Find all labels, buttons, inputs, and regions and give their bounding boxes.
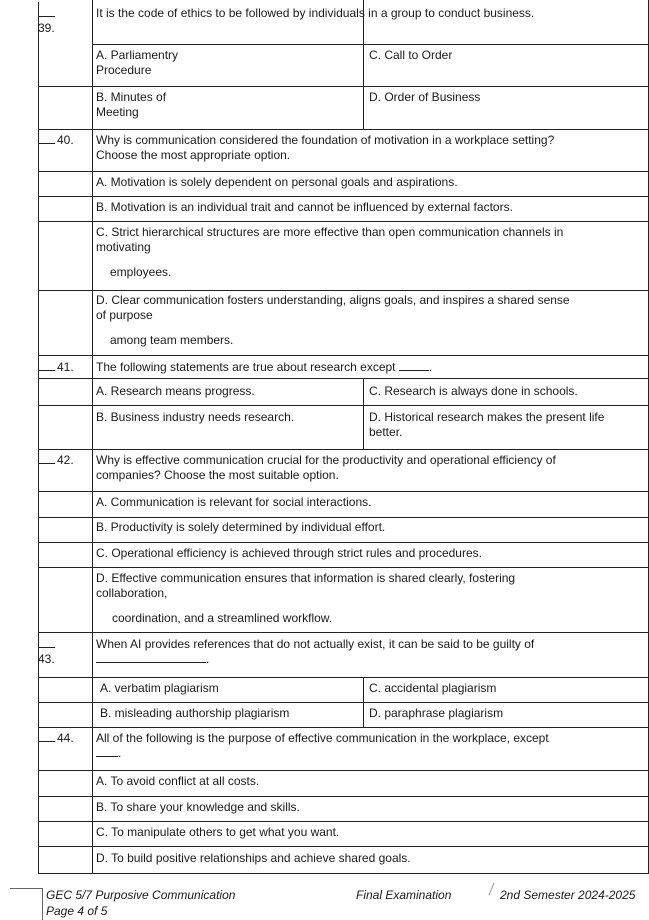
row-line (38, 846, 649, 847)
option-b[interactable]: B. To share your knowledge and skills. (96, 800, 300, 814)
row-line (38, 677, 649, 678)
option-a[interactable]: A. verbatim plagiarism (100, 681, 219, 695)
option-d[interactable]: D. Order of Business (369, 90, 481, 104)
row-line (38, 517, 649, 518)
footer-rule (42, 888, 43, 920)
option-b[interactable]: B. Minutes of Meeting (96, 90, 167, 119)
fill-blank[interactable] (96, 652, 206, 663)
option-c[interactable]: C. Call to Order (369, 48, 453, 62)
option-column-divider-q41 (363, 378, 364, 449)
option-d[interactable]: D. paraphrase plagiarism (369, 706, 504, 720)
row-line (38, 796, 649, 797)
question-number-43: 43. (38, 637, 92, 667)
row-line (38, 632, 649, 633)
option-c[interactable]: C. Operational efficiency is achieved through strict rules and procedures. (96, 546, 482, 560)
answer-blank[interactable] (38, 360, 55, 371)
question-number-42: 42. (38, 453, 92, 468)
question-number-40: 40. (38, 133, 92, 148)
row-line (38, 727, 649, 728)
option-c[interactable]: C. To manipulate others to get what you want. (96, 825, 340, 839)
page-number: Page 4 of 5 (46, 904, 108, 918)
option-c[interactable]: C. Research is always done in schools. (369, 384, 578, 398)
question-text: When AI provides references that do not actually exist, it can be said to be guilty of . (96, 637, 535, 666)
answer-blank[interactable] (38, 453, 55, 464)
answer-blank[interactable] (38, 133, 55, 144)
question-text: Why is communication considered the foundation of motivation in a workplace setting? Choose the most appropriate option. (96, 133, 555, 162)
question-text: Why is effective communication crucial for the productivity and operational efficiency of companies? Choose the most suitable option. (96, 453, 556, 482)
row-line (38, 171, 649, 172)
option-d[interactable]: D. Historical research makes the present life better. (369, 410, 605, 439)
course-title: GEC 5/7 Purposive Communication (46, 888, 236, 902)
row-line (38, 129, 649, 130)
question-number-41: 41. (38, 360, 92, 375)
row-line (38, 355, 649, 356)
exam-title: Final Examination (356, 888, 452, 902)
option-d[interactable]: D. Effective communication ensures that information is shared clearly, fostering collaboration, coordination, and a streamlined workflow. (96, 571, 516, 625)
question-text: It is the code of ethics to be followed by individuals in a group to conduct business. (96, 6, 535, 20)
question-number-39: 39. (38, 6, 92, 36)
row-line (92, 44, 649, 45)
row-line (38, 821, 649, 822)
divider-mark (488, 882, 494, 895)
row-line (38, 221, 649, 222)
fill-blank[interactable] (96, 746, 118, 757)
option-a[interactable]: A. Research means progress. (96, 384, 255, 398)
option-a[interactable]: A. Communication is relevant for social interactions. (96, 495, 372, 509)
question-text: All of the following is the purpose of effective communication in the workplace, except . (96, 731, 549, 760)
row-line (38, 542, 649, 543)
row-line (38, 491, 649, 492)
option-c[interactable]: C. accidental plagiarism (369, 681, 497, 695)
row-line (38, 770, 649, 771)
semester-label: 2nd Semester 2024-2025 (500, 888, 636, 902)
row-line (38, 873, 649, 874)
row-line (38, 378, 649, 379)
row-line (38, 86, 649, 87)
option-a[interactable]: A. Motivation is solely dependent on personal goals and aspirations. (96, 175, 458, 189)
option-d[interactable]: D. To build positive relationships and achieve shared goals. (96, 851, 411, 865)
option-b[interactable]: B. misleading authorship plagiarism (100, 706, 290, 720)
row-line (38, 567, 649, 568)
number-column-divider (92, 0, 93, 874)
option-a[interactable]: A. Parliamentry Procedure (96, 48, 179, 77)
footer-rule (10, 888, 43, 889)
fill-blank[interactable] (399, 360, 429, 371)
row-line (38, 196, 649, 197)
question-number-44: 44. (38, 731, 92, 746)
option-d[interactable]: D. Clear communication fosters understanding, aligns goals, and inspires a shared sense of purpose among team members. (96, 293, 570, 347)
question-text: The following statements are true about research except . (96, 360, 433, 374)
page-footer (0, 880, 649, 920)
row-line (38, 290, 649, 291)
row-line (38, 405, 649, 406)
option-c[interactable]: C. Strict hierarchical structures are more effective than open communication channels in motivating employees. (96, 225, 564, 279)
option-a[interactable]: A. To avoid conflict at all costs. (96, 774, 260, 788)
answer-blank[interactable] (38, 6, 55, 17)
option-b[interactable]: B. Business industry needs research. (96, 410, 295, 424)
option-b[interactable]: B. Motivation is an individual trait and cannot be influenced by external factors. (96, 200, 513, 214)
row-line (38, 449, 649, 450)
answer-blank[interactable] (38, 731, 55, 742)
option-b[interactable]: B. Productivity is solely determined by individual effort. (96, 520, 386, 534)
exam-sheet (38, 0, 649, 874)
answer-blank[interactable] (38, 637, 55, 648)
row-line (38, 702, 649, 703)
